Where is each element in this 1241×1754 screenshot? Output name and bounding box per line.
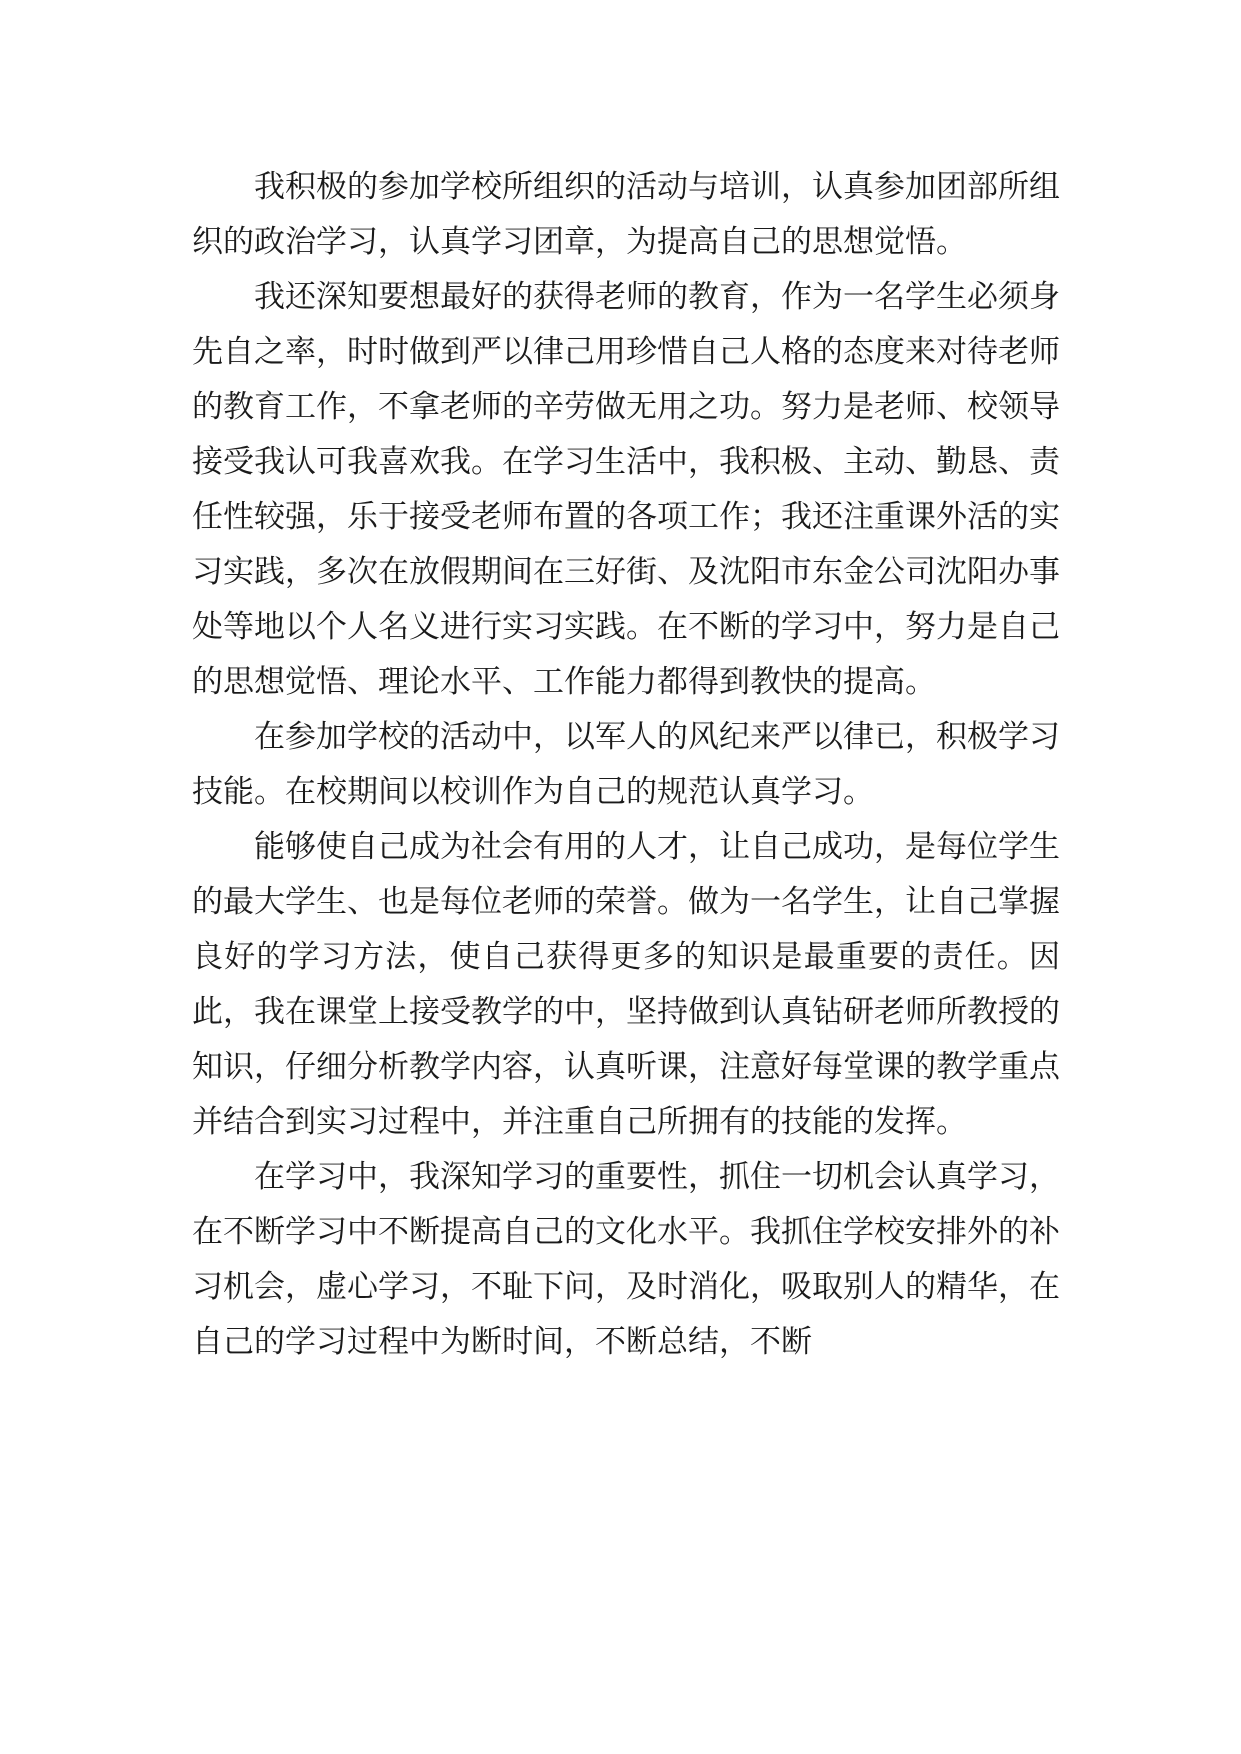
paragraph-1: 我积极的参加学校所组织的活动与培训，认真参加团部所组织的政治学习，认真学习团章，为提高自己的思想觉悟。 <box>192 169 1060 260</box>
paragraph-3: 在参加学校的活动中，以军人的风纪来严以律已，积极学习技能。在校期间以校训作为自己的规范认真学习。 <box>192 719 1060 810</box>
document-body <box>192 160 1060 1370</box>
paragraph-2: 我还深知要想最好的获得老师的教育，作为一名学生必须身先自之率，时时做到严以律己用珍惜自己人格的态度来对待老师的教育工作，不拿老师的辛劳做无用之功。努力是老师、校领导接受我认可我喜欢我。在学习生活中，我积极、主动、勤恳、责任性较强，乐于接受老师布置的各项工作；我还注重课外活的实习实践，多次在放假期间在三好街、及沈阳市东金公司沈阳办事处等地以个人名义进行实习实践。在不断的学习中，努力是自己的思想觉悟、理论水平、工作能力都得到教快的提高。 <box>192 279 1060 700</box>
paragraph-5: 在学习中，我深知学习的重要性，抓住一切机会认真学习，在不断学习中不断提高自己的文化水平。我抓住学校安排外的补习机会，虚心学习，不耻下问，及时消化，吸取别人的精华，在自己的学习过程中为断时间，不断总结，不断 <box>192 1159 1060 1360</box>
paragraph-4: 能够使自己成为社会有用的人才，让自己成功，是每位学生的最大学生、也是每位老师的荣誉。做为一名学生，让自己掌握良好的学习方法，使自己获得更多的知识是最重要的责任。因此，我在课堂上接受教学的中，坚持做到认真钻研老师所教授的知识，仔细分析教学内容，认真听课，注意好每堂课的教学重点并结合到实习过程中，并注重自己所拥有的技能的发挥。 <box>192 829 1060 1140</box>
